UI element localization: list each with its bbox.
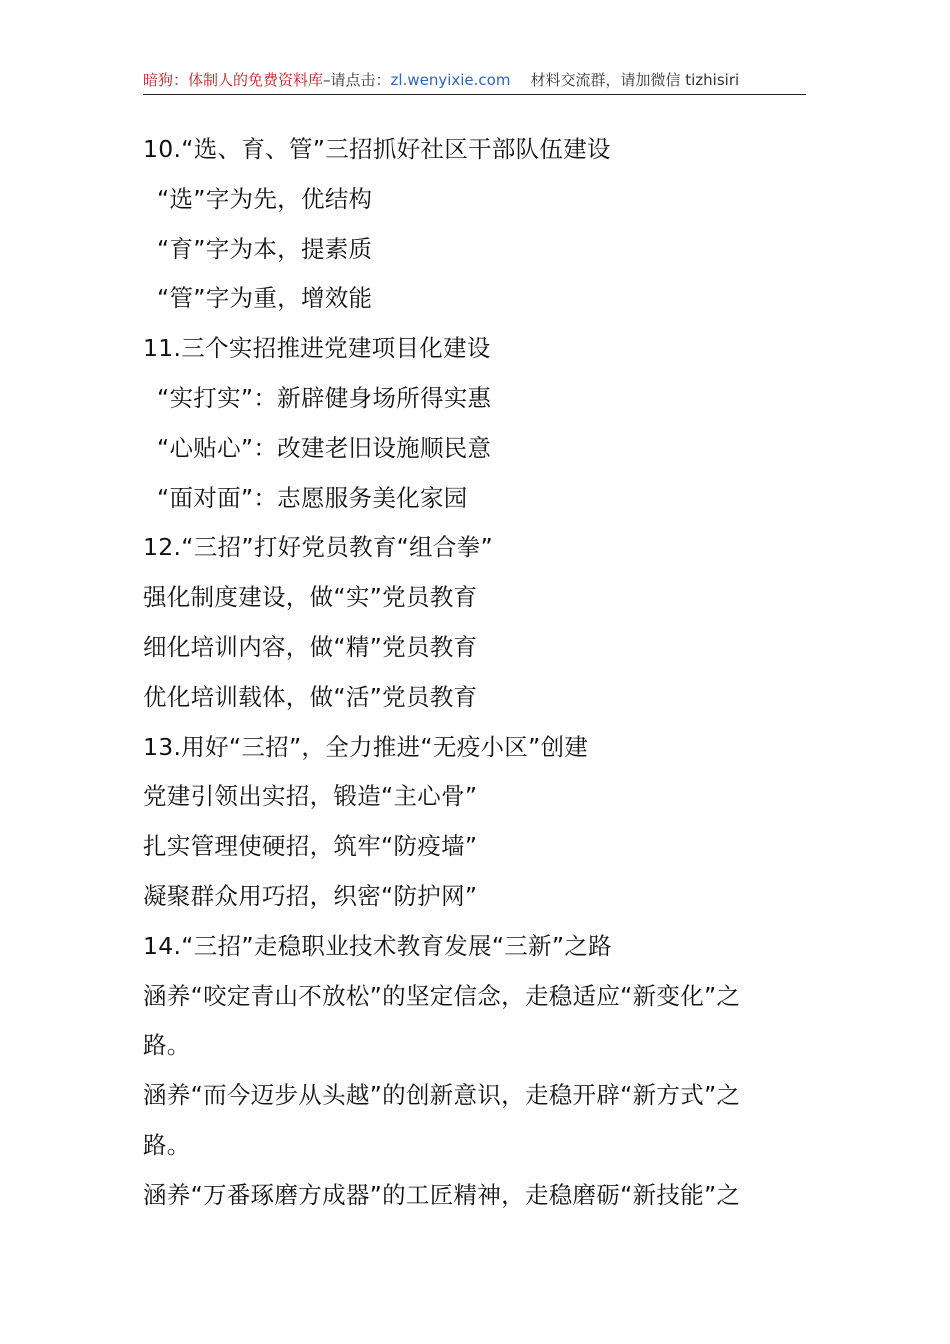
paragraph-line: “心贴心”：改建老旧设施顺民意 [157,433,492,462]
header-click-prefix: –请点击： [323,71,391,89]
paragraph-line: 优化培训载体，做“活”党员教育 [143,682,478,711]
paragraph-line: 涵养“咬定青山不放松”的坚定信念，走稳适应“新变化”之 [143,981,741,1010]
paragraph-line: 路。 [143,1031,191,1060]
paragraph-line: 细化培训内容，做“精”党员教育 [143,632,478,661]
paragraph-line: “管”字为重，增效能 [157,284,373,313]
heading-14: 14.“三招”走稳职业技术教育发展“三新”之路 [143,931,612,960]
paragraph-line: “实打实”：新辟健身场所得实惠 [157,383,492,412]
header-link[interactable]: zl.wenyixie.com [390,71,511,89]
heading-11: 11.三个实招推进党建项目化建设 [143,334,491,363]
header-title: 暗狗：体制人的免费资料库 [143,71,324,89]
paragraph-line: “育”字为本，提素质 [157,234,373,263]
paragraph-line: 扎实管理使硬招，筑牢“防疫墙” [143,832,478,861]
paragraph-line: “面对面”：志愿服务美化家园 [157,483,468,512]
page-header [143,70,806,95]
paragraph-line: 凝聚群众用巧招，织密“防护网” [143,881,478,910]
paragraph-line: 涵养“而今迈步从头越”的创新意识，走稳开辟“新方式”之 [143,1081,741,1110]
paragraph-line: 涵养“万番琢磨方成器”的工匠精神，走稳磨砺“新技能”之 [143,1180,741,1209]
paragraph-line: 强化制度建设，做“实”党员教育 [143,583,478,612]
document-body [143,125,808,1221]
paragraph-line: 党建引领出实招，锻造“主心骨” [143,782,478,811]
paragraph-line: 路。 [143,1130,191,1159]
heading-13: 13.用好“三招”，全力推进“无疫小区”创建 [143,732,589,761]
heading-12: 12.“三招”打好党员教育“组合拳” [143,533,493,562]
header-wechat-text: 材料交流群，请加微信 tizhisiri [530,71,740,89]
paragraph-line: “选”字为先，优结构 [157,184,373,213]
heading-10: 10.“选、育、管”三招抓好社区干部队伍建设 [143,135,611,163]
